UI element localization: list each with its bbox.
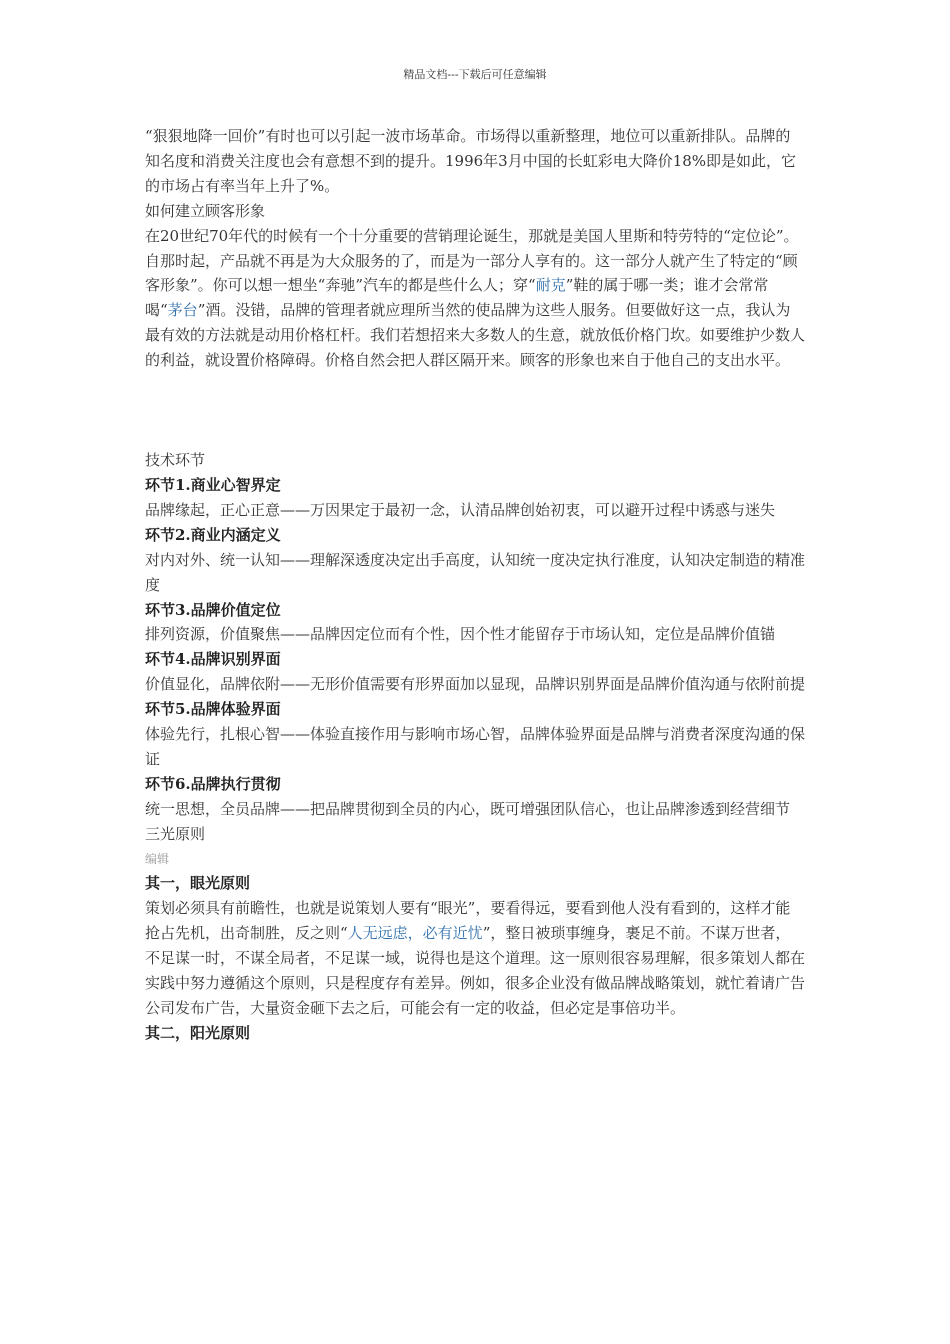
principle-first-text-1: 策划必须具有前瞻性，也就是说策划人要有“眼光”，要看得远，要看到他人没有看到的，这样才能抢占先机，出奇制胜，反之则“ <box>145 899 791 943</box>
principle-heading-second: 其二，阳光原则 <box>145 1023 251 1042</box>
customer-image-paragraph <box>145 224 805 373</box>
link-nike[interactable]: 耐克 <box>535 276 566 295</box>
step-heading: 环节2.商业内涵定义 <box>145 525 281 544</box>
page-header: 精品文档---下载后可任意编辑 <box>403 68 547 81</box>
document-body <box>145 124 805 1046</box>
link-maotai[interactable]: 茅台 <box>167 301 198 320</box>
principle-first-text-2: ”，整日被琐事缠身，裹足不前。不谋万世者，不足谋一时，不谋全局者，不足谋一域，说得也是这个道理。这一原则很容易理解，很多策划人都在实践中努力遵循这个原则，只是程度存有差异。例如，很多企业没有做品牌战略策划，就忙着请广告公司发布广告，大量资金砸下去之后，可能会有一定的收益，但必定是事倍功半。 <box>145 924 806 1017</box>
principles-title: 三光原则 <box>145 824 206 843</box>
step-body: 品牌缘起，正心正意——万因果定于最初一念，认清品牌创始初衷，可以避开过程中诱惑与迷失 <box>145 500 776 519</box>
principle-heading-first: 其一，眼光原则 <box>145 874 251 893</box>
intro-paragraph: “狠狠地降一回价”有时也可以引起一波市场革命。市场得以重新整理，地位可以重新排队。品牌的知名度和消费关注度也会有意想不到的提升。1996年3月中国的长虹彩电大降价18%即是如此，它的市场占有率当年上升了%。 <box>145 127 797 195</box>
step-heading: 环节4.品牌识别界面 <box>145 650 281 669</box>
step-heading: 环节1.商业心智界定 <box>145 475 281 494</box>
principle-first-paragraph <box>145 896 805 1021</box>
step-heading: 环节5.品牌体验界面 <box>145 700 281 719</box>
step-body: 统一思想，全员品牌——把品牌贯彻到全员的内心，既可增强团队信心，也让品牌渗透到经营细节 <box>145 799 791 818</box>
step-heading: 环节6.品牌执行贯彻 <box>145 774 281 793</box>
spacer <box>145 373 805 448</box>
tech-section-title: 技术环节 <box>145 451 206 470</box>
step-body: 对内对外、统一认知——理解深透度决定出手高度，认知统一度决定执行准度，认知决定制造的精准度 <box>145 550 806 594</box>
customer-image-text-2: ”鞋的属于哪一类；谁才会常常喝“ <box>145 276 769 320</box>
link-proverb[interactable]: 人无远虑，必有近忧 <box>347 924 483 943</box>
customer-image-text-3: ”酒。没错，品牌的管理者就应理所当然的使品牌为这些人服务。但要做好这一点，我认为最有效的方法就是动用价格杠杆。我们若想招来大多数人的生意，就放低价格门坎。如要维护少数人的利益，就设置价格障碍。价格自然会把人群区隔开来。顾客的形象也来自于他自己的支出水平。 <box>145 301 806 370</box>
section-heading-customer-image: 如何建立顾客形象 <box>145 201 266 220</box>
edit-link[interactable]: 编辑 <box>145 851 170 866</box>
step-heading: 环节3.品牌价值定位 <box>145 600 281 619</box>
customer-image-text-1: 在20世纪70年代的时候有一个十分重要的营销理论诞生，那就是美国人里斯和特劳特的“定位论”。自那时起，产品就不再是为大众服务的了，而是为一部分人享有的。这一部分人就产生了特定的“顾客形象”。你可以想一想坐“奔驰”汽车的都是些什么人；穿“ <box>145 226 799 295</box>
step-body: 体验先行，扎根心智——体验直接作用与影响市场心智，品牌体验界面是品牌与消费者深度沟通的保证 <box>145 725 806 768</box>
step-body: 价值显化，品牌依附——无形价值需要有形界面加以显现，品牌识别界面是品牌价值沟通与依附前提 <box>145 675 806 694</box>
step-body: 排列资源，价值聚焦——品牌因定位而有个性，因个性才能留存于市场认知，定位是品牌价值锚 <box>145 625 776 644</box>
